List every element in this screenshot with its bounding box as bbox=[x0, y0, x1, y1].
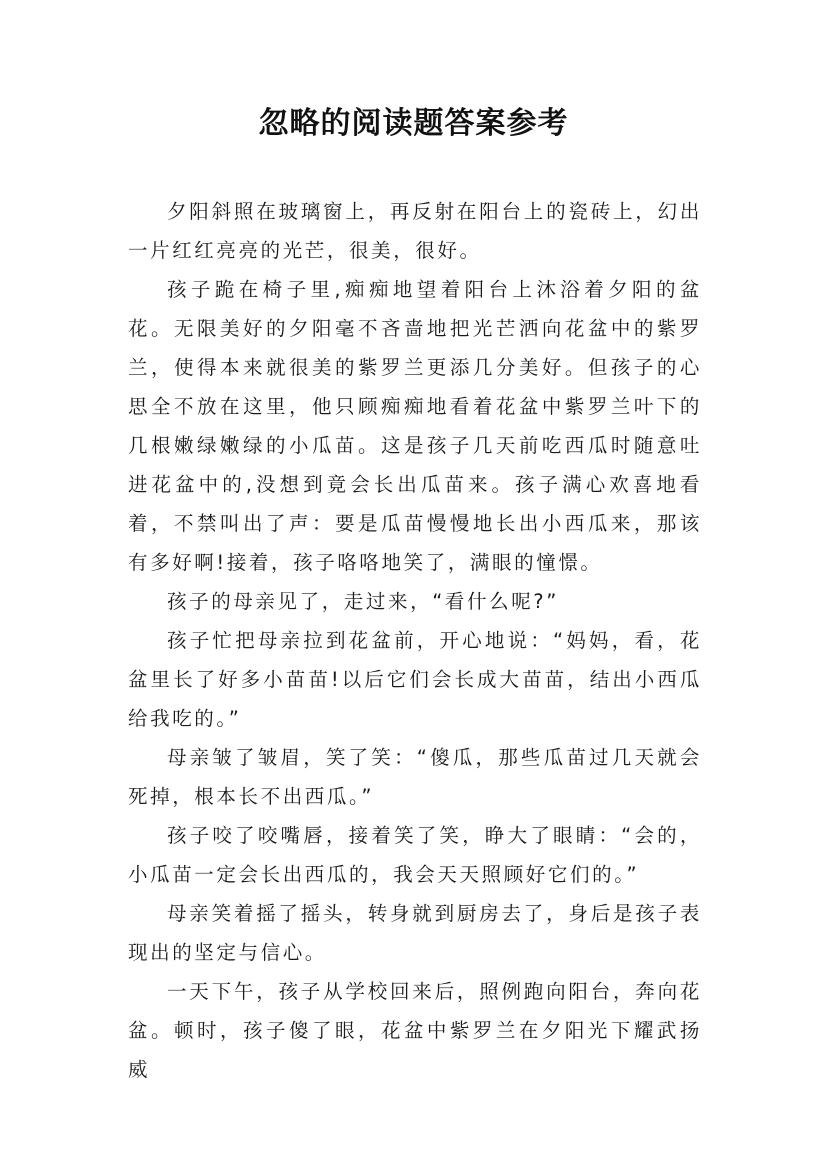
paragraph-4: 孩子忙把母亲拉到花盆前，开心地说：“妈妈，看，花盆里长了好多小苗苗!以后它们会长成大苗苗，结出小西瓜给我吃的。” bbox=[128, 629, 702, 730]
document-body bbox=[128, 192, 702, 1089]
paragraph-8: 一天下午，孩子从学校回来后，照例跑向阳台，奔向花盆。顿时，孩子傻了眼，花盆中紫罗兰在夕阳光下耀武扬威 bbox=[128, 980, 702, 1081]
paragraph-5: 母亲皱了皱眉，笑了笑：“傻瓜，那些瓜苗过几天就会死掉，根本长不出西瓜。” bbox=[128, 746, 702, 808]
paragraph-1: 夕阳斜照在玻璃窗上，再反射在阳台上的瓷砖上，幻出一片红红亮亮的光芒，很美，很好。 bbox=[128, 200, 702, 262]
paragraph-2: 孩子跪在椅子里,痴痴地望着阳台上沐浴着夕阳的盆花。无限美好的夕阳毫不吝啬地把光芒洒向花盆中的紫罗兰，使得本来就很美的紫罗兰更添几分美好。但孩子的心思全不放在这里，他只顾痴痴地看着花盆中紫罗兰叶下的几根嫩绿嫩绿的小瓜苗。这是孩子几天前吃西瓜时随意吐进花盆中的,没想到竟会长出瓜苗来。孩子满心欢喜地看着，不禁叫出了声：要是瓜苗慢慢地长出小西瓜来，那该有多好啊!接着，孩子咯咯地笑了，满眼的憧憬。 bbox=[128, 278, 702, 574]
paragraph-7: 母亲笑着摇了摇头，转身就到厨房去了，身后是孩子表现出的坚定与信心。 bbox=[128, 902, 702, 964]
paragraph-6: 孩子咬了咬嘴唇，接着笑了笑，睁大了眼睛：“会的，小瓜苗一定会长出西瓜的，我会天天照顾好它们的。” bbox=[128, 824, 702, 886]
document-title: 忽略的阅读题答案参考 bbox=[258, 106, 569, 141]
paragraph-3: 孩子的母亲见了，走过来，“看什么呢?” bbox=[167, 590, 559, 613]
